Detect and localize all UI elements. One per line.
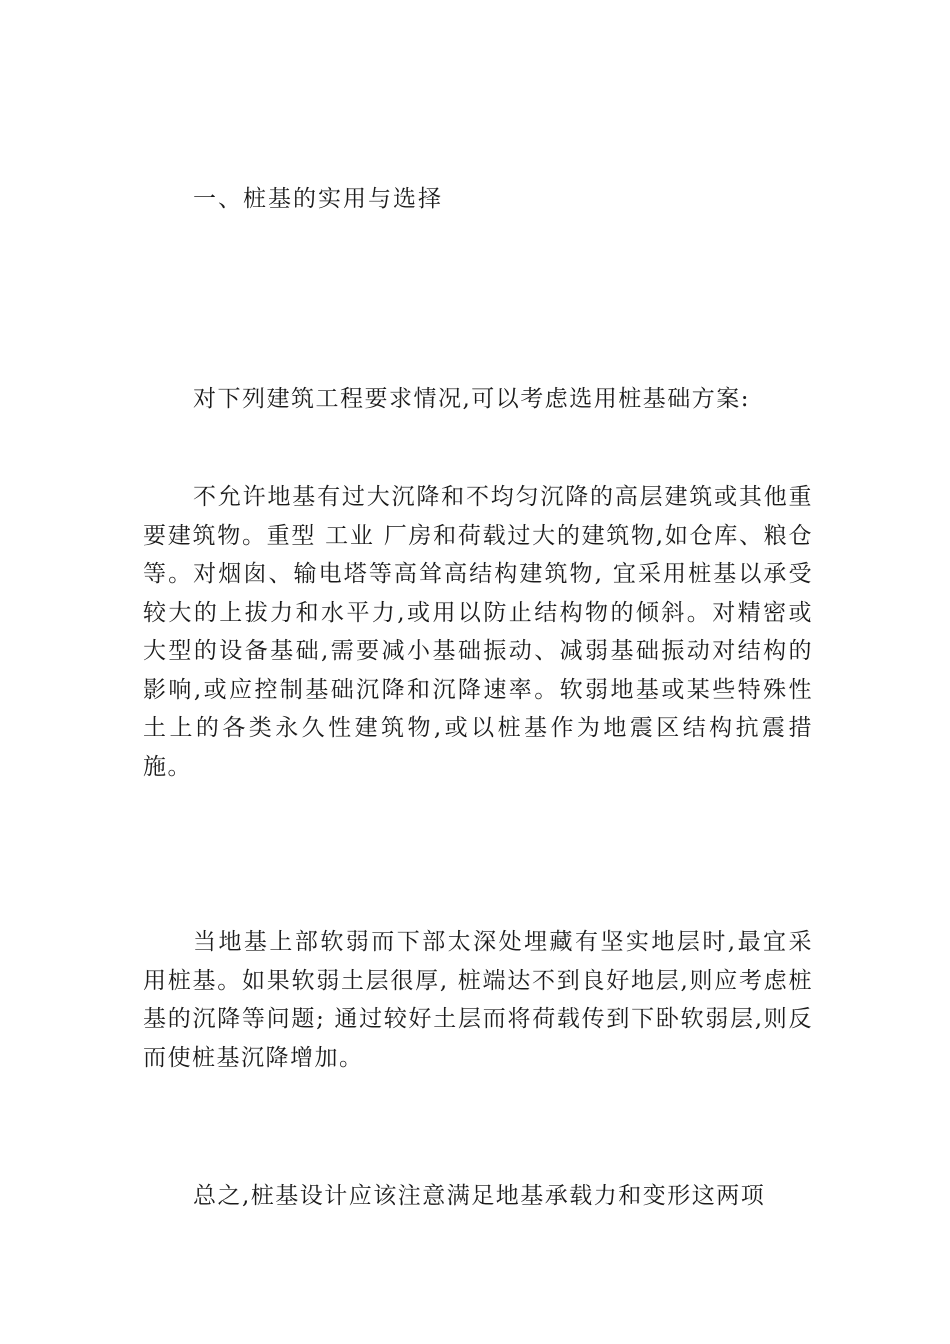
section-heading: 一、桩基的实用与选择 <box>193 186 443 212</box>
paragraph-summary: 总之,桩基设计应该注意满足地基承载力和变形这两项 <box>193 1183 766 1209</box>
paragraph-conditions: 不允许地基有过大沉降和不均匀沉降的高层建筑或其他重要建筑物。重型 工业 厂房和荷载过大的建筑物,如仓库、粮仓等。对烟囱、输电塔等高耸高结构建筑物, 宜采用桩基以承受较大的上拔力和水平力,或用以防止结构物的倾斜。对精密或大型的设备基础,需要减小基础振动、减弱基础振动对结构的影响,或应控制基础沉降和沉降速率。软弱地基或某些特殊性土上的各类永久性建筑物,或以桩基作为地震区结构抗震措施。 <box>143 484 813 780</box>
paragraph-intro: 对下列建筑工程要求情况,可以考虑选用桩基础方案: <box>193 386 751 412</box>
paragraph-soft-soil: 当地基上部软弱而下部太深处埋藏有坚实地层时,最宜采用桩基。如果软弱土层很厚, 桩端达不到良好地层,则应考虑桩基的沉降等问题; 通过较好土层而将荷载传到下卧软弱层,则反而使桩基沉降增加。 <box>143 929 813 1071</box>
